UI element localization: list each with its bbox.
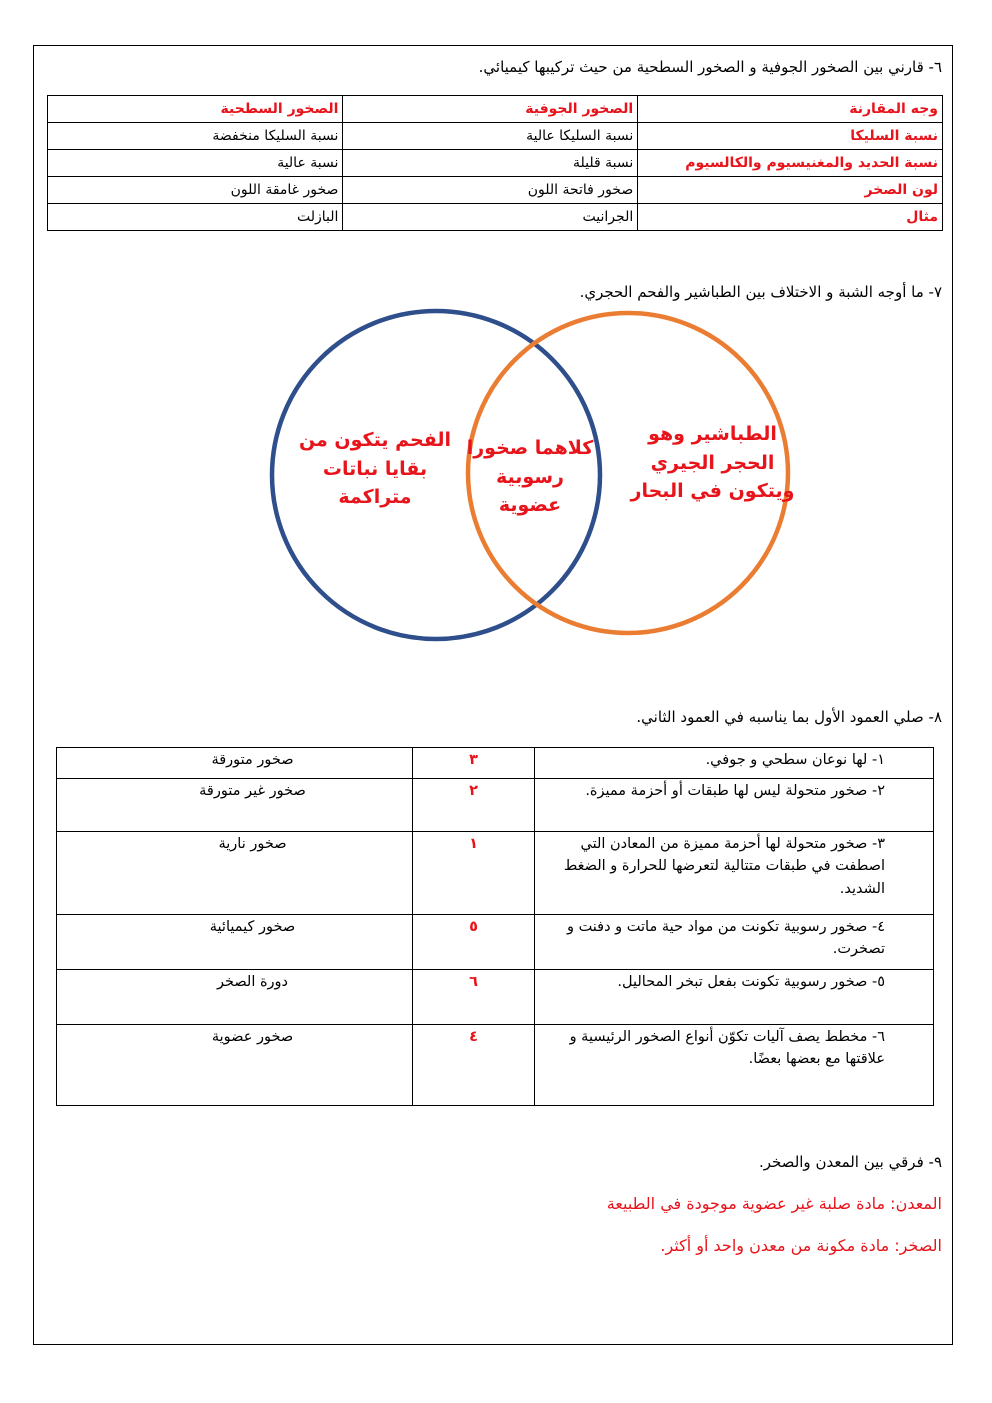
answer-cell: ٤	[413, 1025, 535, 1106]
answer-cell: ١	[413, 832, 535, 915]
statement-cell: ٤- صخور رسوبية تكونت من مواد حية ماتت و دفنت و تصخرت.	[535, 915, 934, 970]
header-cell: الصخور الجوفية	[343, 96, 638, 123]
table-row	[57, 915, 934, 970]
chalk-line: الحجر الجيري	[650, 451, 775, 474]
header-cell: وجه المقارنة	[638, 96, 943, 123]
coal-line: الفحم يتكون من	[298, 429, 452, 451]
table-cell: صخور غامقة اللون	[48, 177, 343, 204]
coal-line: متراكمة	[338, 486, 412, 508]
table-row	[57, 970, 934, 1025]
q6-title: ٦- قارني بين الصخور الجوفية و الصخور السطحية من حيث تركيبها كيميائي.	[478, 58, 942, 76]
table-cell: نسبة قليلة	[343, 150, 638, 177]
table-row	[57, 832, 934, 915]
table-cell: نسبة السليكا منخفضة	[48, 123, 343, 150]
statement-cell: ٦- مخطط يصف آليات تكوّن أنواع الصخور الرئيسية و علاقتها مع بعضها بعضًا.	[535, 1025, 934, 1106]
q9-title: ٩- فرقي بين المعدن والصخر.	[758, 1153, 942, 1171]
table-row	[57, 779, 934, 832]
row-label: لون الصخر	[638, 177, 943, 204]
table-cell: الجرانيت	[343, 204, 638, 231]
q7-title: ٧- ما أوجه الشبة و الاختلاف بين الطباشير والفحم الحجري.	[579, 283, 942, 301]
venn-diagram	[0, 0, 992, 680]
common-description	[445, 434, 615, 520]
coal-line: بقايا نباتات	[322, 457, 428, 480]
answer-cell: ٢	[413, 779, 535, 832]
common-line: كلاهما صخورا	[466, 437, 594, 459]
rock-definition: الصخر: مادة مكونة من معدن واحد أو أكثر.	[660, 1236, 942, 1255]
statement-cell: ٣- صخور متحولة لها أحزمة مميزة من المعادن التي اصطفت في طبقات متتالية لتعرضها للحرارة و الضغط الشديد.	[535, 832, 934, 915]
chalk-description	[620, 420, 805, 506]
statement-cell: ٢- صخور متحولة ليس لها طبقات أو أحزمة مميزة.	[535, 779, 934, 832]
statement-cell: ١- لها نوعان سطحي و جوفي.	[535, 748, 934, 779]
table-row	[57, 1025, 934, 1106]
row-label: نسبة الحديد والمغنيسيوم والكالسيوم	[638, 150, 943, 177]
option-cell: دورة الصخر	[57, 970, 413, 1025]
row-label: مثال	[638, 204, 943, 231]
option-cell: صخور كيميائية	[57, 915, 413, 970]
option-cell: صخور متورقة	[57, 748, 413, 779]
option-cell: صخور غير متورقة	[57, 779, 413, 832]
row-label: نسبة السليكا	[638, 123, 943, 150]
table-row	[57, 748, 934, 779]
table-cell: صخور فاتحة اللون	[343, 177, 638, 204]
q8-matching-table	[56, 747, 934, 1106]
answer-cell: ٦	[413, 970, 535, 1025]
statement-cell: ٥- صخور رسوبية تكونت بفعل تبخر المحاليل.	[535, 970, 934, 1025]
table-cell: البازلت	[48, 204, 343, 231]
table-cell: نسبة عالية	[48, 150, 343, 177]
option-cell: صخور عضوية	[57, 1025, 413, 1106]
answer-cell: ٥	[413, 915, 535, 970]
common-line: رسوبية	[496, 465, 564, 488]
table-cell: نسبة السليكا عالية	[343, 123, 638, 150]
chalk-line: ويتكون في البحار	[630, 480, 795, 502]
option-cell: صخور نارية	[57, 832, 413, 915]
header-cell: الصخور السطحية	[48, 96, 343, 123]
mineral-definition: المعدن: مادة صلبة غير عضوية موجودة في الطبيعة	[606, 1194, 942, 1213]
q8-title: ٨- صلي العمود الأول بما يناسبه في العمود الثاني.	[636, 708, 942, 726]
chalk-line: الطباشير وهو	[648, 423, 777, 445]
answer-cell: ٣	[413, 748, 535, 779]
common-line: عضوية	[498, 494, 562, 516]
coal-description	[290, 426, 460, 512]
